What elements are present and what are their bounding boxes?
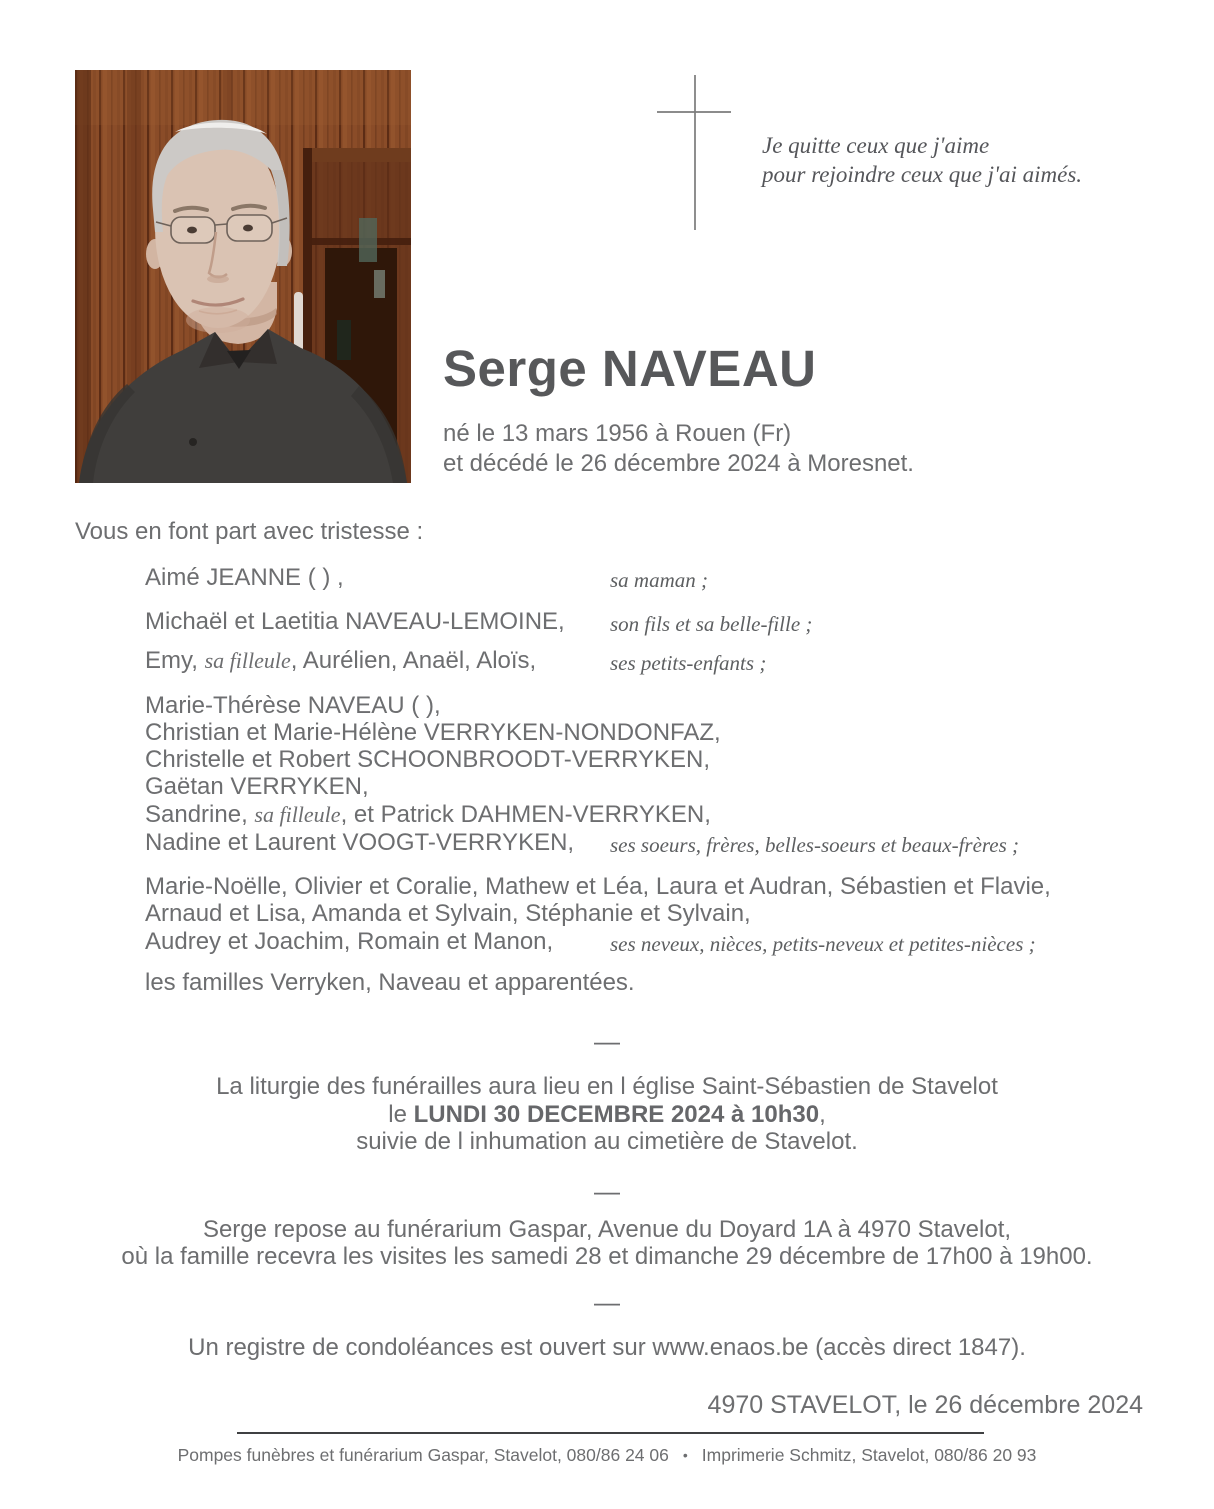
repose-line2: où la famille recevra les visites les samedi 28 et dimanche 29 décembre de 17h00 à 19h00. [121, 1242, 1093, 1270]
separator-dash: — [594, 1026, 620, 1056]
memorial-quote [762, 131, 1082, 189]
family-names: Audrey et Joachim, Romain et Manon, [145, 928, 554, 955]
separator-dash: — [594, 1176, 620, 1206]
family-names: les familles Verryken, Naveau et apparentées. [145, 969, 635, 996]
family-row-sibling [145, 745, 1185, 775]
relation-label: ses soeurs, frères, belles-soeurs et beaux-frères ; [610, 833, 1020, 857]
ceremony-details [0, 1073, 1214, 1156]
family-row-nephews [145, 872, 1185, 902]
footer-rule [237, 1432, 984, 1434]
family-names: Christelle et Robert SCHOONBROODT-VERRYKEN, [145, 746, 711, 773]
relation-label: ses neveux, nièces, petits-neveux et petites-nièces ; [610, 932, 1036, 956]
relation-label: ses petits-enfants ; [610, 651, 767, 675]
family-names: Aimé JEANNE ( ) , [145, 564, 344, 591]
deceased-dates [443, 419, 914, 479]
death-line: et décédé le 26 décembre 2024 à Moresnet. [443, 450, 914, 477]
ceremony-line1: La liturgie des funérailles aura lieu en l église Saint-Sébastien de Stavelot [216, 1073, 998, 1100]
family-names: Nadine et Laurent VOOGT-VERRYKEN, [145, 829, 575, 856]
family-names: , et Patrick DAHMEN-VERRYKEN, [340, 801, 711, 828]
register-line: Un registre de condoléances est ouvert sur www.enaos.be (accès direct 1847). [188, 1334, 1026, 1361]
family-row-sibling [145, 718, 1185, 748]
family-names: Marie-Noëlle, Olivier et Coralie, Mathew et Léa, Laura et Audran, Sébastien et Flavie, [145, 873, 1051, 900]
family-row-siblings-last [145, 828, 1185, 858]
family-row-nephews-last [145, 927, 1185, 957]
family-names-italic: sa filleule [254, 802, 341, 827]
family-row-sibling [145, 800, 1185, 830]
announcement-intro: Vous en font part avec tristesse : [75, 518, 424, 545]
family-names: Gaëtan VERRYKEN, [145, 773, 369, 800]
repose-details [0, 1217, 1214, 1270]
birth-line: né le 13 mars 1956 à Rouen (Fr) [443, 420, 792, 447]
deceased-name: Serge NAVEAU [443, 340, 817, 397]
ceremony-date-time: LUNDI 30 DECEMBRE 2024 à 10h30 [413, 1100, 820, 1128]
family-names: Emy, [145, 647, 205, 674]
family-names: Marie-Thérèse NAVEAU ( ), [145, 692, 441, 719]
family-names: Arnaud et Lisa, Amanda et Sylvain, Stéphanie et Sylvain, [145, 900, 751, 927]
cross-icon [650, 72, 740, 239]
family-row-families [145, 968, 1185, 998]
family-names: Sandrine, [145, 801, 255, 828]
family-row-mother [145, 563, 1185, 593]
ceremony-line2-prefix: le [388, 1100, 414, 1128]
portrait-photo [75, 70, 411, 483]
family-names: Michaël et Laetitia NAVEAU-LEMOINE, [145, 608, 565, 635]
separator-dash: — [594, 1287, 620, 1317]
memorial-quote-line1: Je quitte ceux que j'aime [762, 133, 990, 158]
footer [0, 1445, 1214, 1465]
ceremony-line3: suivie de l inhumation au cimetière de Stavelot. [356, 1128, 858, 1155]
family-row-grandchildren [145, 646, 1185, 676]
memorial-quote-line2: pour rejoindre ceux que j'ai aimés. [762, 162, 1083, 187]
family-row-sibling [145, 772, 1185, 802]
family-row-sibling [145, 691, 1185, 721]
family-row-son [145, 607, 1185, 637]
portrait-photo-image [75, 70, 411, 483]
family-row-nephews [145, 899, 1185, 929]
family-names: , Aurélien, Anaël, Aloïs, [290, 647, 537, 674]
ceremony-line2-suffix: , [819, 1100, 826, 1128]
footer-bullet: • [682, 1447, 688, 1463]
family-names: Christian et Marie-Hélène VERRYKEN-NONDONFAZ, [145, 719, 721, 746]
relation-label: sa maman ; [610, 568, 708, 592]
footer-printer: Imprimerie Schmitz, Stavelot, 080/86 20 93 [701, 1445, 1037, 1465]
footer-funeral-home: Pompes funèbres et funérarium Gaspar, Stavelot, 080/86 24 06 [177, 1445, 669, 1465]
family-names-italic: sa filleule [204, 648, 291, 673]
ceremony-line2 [0, 1101, 1214, 1129]
relation-label: son fils et sa belle-fille ; [610, 612, 813, 636]
place-dateline: 4970 STAVELOT, le 26 décembre 2024 [707, 1391, 1143, 1419]
repose-line1: Serge repose au funérarium Gaspar, Avenue du Doyard 1A à 4970 Stavelot, [202, 1216, 1012, 1243]
